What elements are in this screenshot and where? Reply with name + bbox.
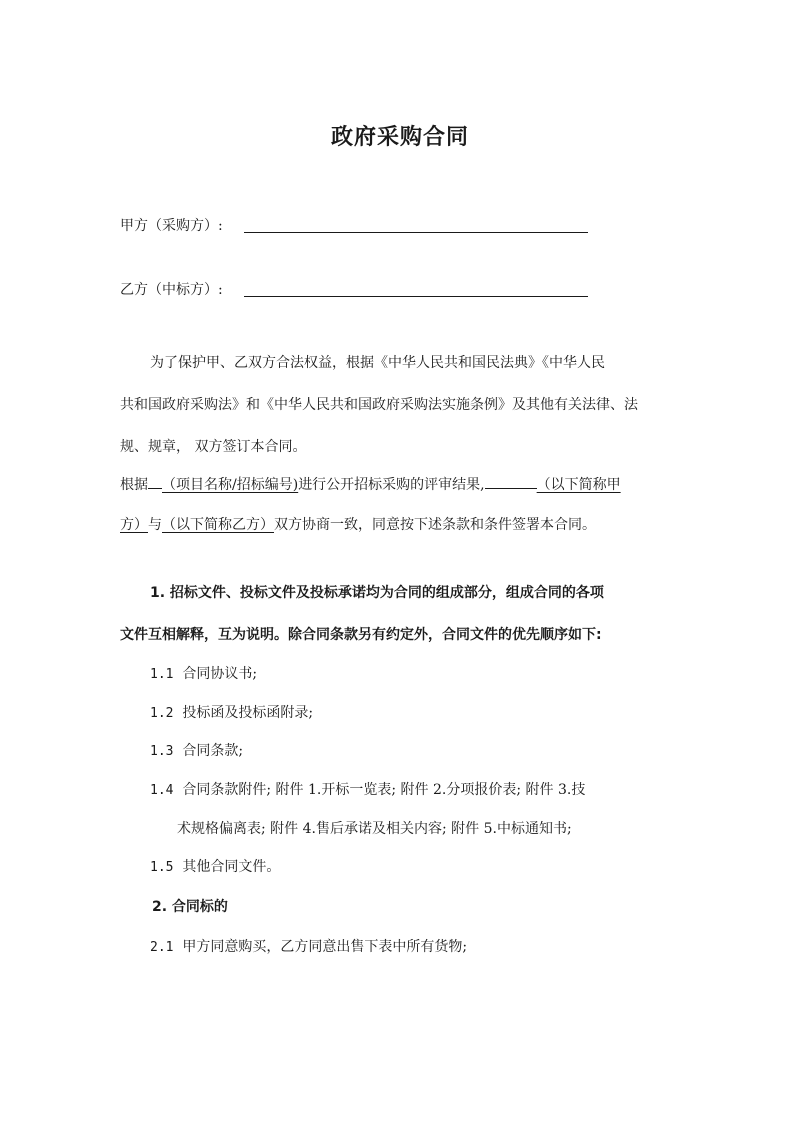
party-a-short-field-cont[interactable]: 方）: [120, 517, 148, 533]
basis-blank-lead[interactable]: [148, 476, 162, 489]
item-text: 合同协议书;: [182, 666, 258, 682]
list-item: [150, 856, 280, 876]
party-b-fill-line[interactable]: [244, 296, 588, 297]
list-item: [150, 740, 243, 760]
item-text: 甲方同意购买，乙方同意出售下表中所有货物;: [182, 939, 468, 955]
list-item: [150, 663, 257, 683]
item-text: 合同条款;: [182, 743, 244, 759]
basis-middle: 进行公开招标采购的评审结果,: [298, 477, 485, 493]
preamble-line-1: 为了保护甲、乙双方合法权益，根据《中华人民共和国民法典》《中华人民: [150, 355, 605, 371]
preamble-line-3: 规、规章， 双方签订本合同。: [120, 439, 307, 455]
basis-prefix: 根据: [120, 477, 148, 493]
section-2-heading: 2. 合同标的: [152, 899, 228, 915]
section-1-heading-line-1: 1. 招标文件、投标文件及投标承诺均为合同的组成部分，组成合同的各项: [150, 585, 604, 601]
project-name-field[interactable]: （项目名称/招标编号): [162, 477, 299, 493]
item-number: 1.1: [150, 667, 174, 682]
basis-line-2: [120, 514, 596, 534]
basis-line-1: [120, 474, 621, 494]
item-text: 合同条款附件; 附件 1.开标一览表; 附件 2.分项报价表; 附件 3.技: [182, 782, 586, 798]
document-title: 政府采购合同: [330, 125, 469, 150]
section-1-heading-line-2: 文件互相解释，互为说明。除合同条款另有约定外，合同文件的优先顺序如下:: [120, 627, 602, 643]
party-b-label: 乙方（中标方）:: [120, 282, 223, 298]
basis-suffix: 双方协商一致，同意按下述条款和条件签署本合同。: [274, 517, 596, 533]
item-number: 2.1: [150, 940, 174, 955]
party-a-label: 甲方（采购方）:: [120, 218, 223, 234]
party-a-name-blank[interactable]: [485, 476, 537, 489]
party-a-fill-line[interactable]: [244, 232, 588, 233]
preamble-line-2: 共和国政府采购法》和《中华人民共和国政府采购法实施条例》及其他有关法律、法: [120, 397, 638, 413]
basis-connector: 与: [148, 517, 162, 533]
item-number: 1.2: [150, 706, 174, 721]
party-b-short-field[interactable]: （以下简称乙方）: [162, 517, 274, 533]
list-item: [150, 936, 467, 956]
item-number: 1.4: [150, 783, 174, 798]
list-item: [150, 702, 313, 722]
item-text: 其他合同文件。: [182, 859, 281, 875]
list-item: [150, 779, 585, 799]
item-number: 1.5: [150, 860, 174, 875]
item-number: 1.3: [150, 744, 174, 759]
party-a-short-field[interactable]: （以下简称甲: [536, 477, 621, 493]
list-item-continuation: 术规格偏离表; 附件 4.售后承诺及相关内容; 附件 5.中标通知书;: [177, 821, 572, 837]
item-text: 投标函及投标函附录;: [182, 705, 314, 721]
